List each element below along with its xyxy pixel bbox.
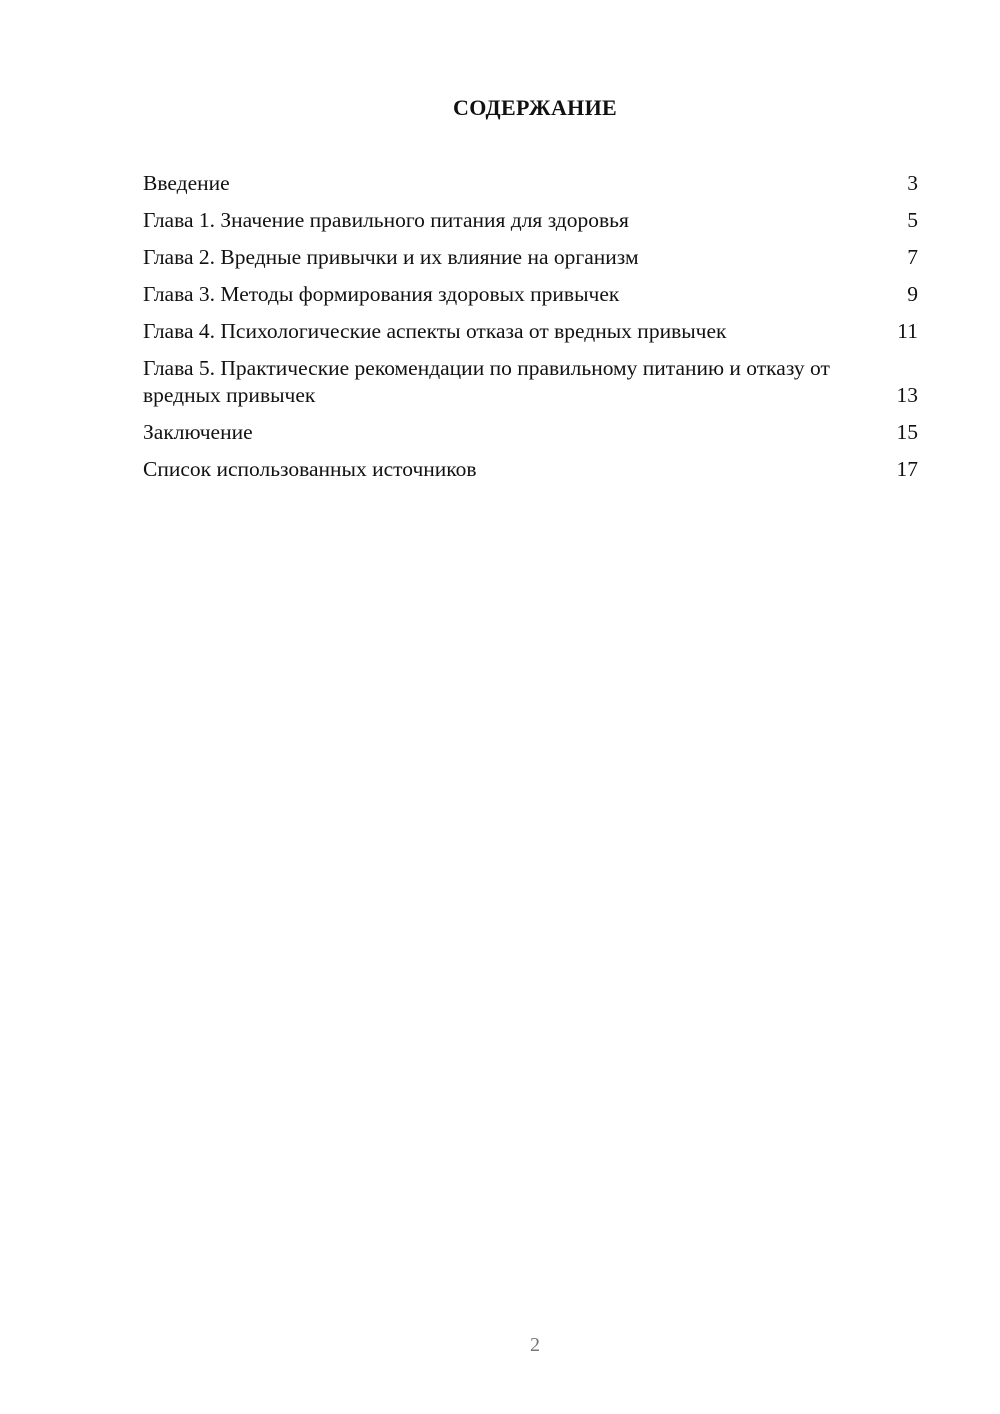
toc-entry-title: Глава 3. Методы формирования здоровых привычек [143, 282, 620, 306]
toc-entry-page: 17 [896, 457, 918, 481]
toc-entry-title: Список использованных источников [143, 457, 477, 481]
toc-entry[interactable] [143, 281, 918, 308]
toc-entry-title: Глава 4. Психологические аспекты отказа от вредных привычек [143, 319, 727, 343]
toc-entry-page: 13 [896, 383, 918, 407]
toc-entry-page: 7 [907, 245, 918, 269]
toc-entry[interactable] [143, 355, 918, 409]
toc-entry[interactable] [143, 318, 918, 345]
toc-entry-page: 5 [907, 208, 918, 232]
toc-entry-title: Заключение [143, 420, 253, 444]
table-of-contents [143, 170, 918, 493]
toc-entry-page: 3 [907, 171, 918, 195]
toc-entry-page: 9 [907, 282, 918, 306]
toc-entry-title: Глава 5. Практические рекомендации по правильному питанию и отказу от вредных привычек [143, 356, 830, 407]
toc-entry[interactable] [143, 207, 918, 234]
page-title: СОДЕРЖАНИЕ [453, 95, 617, 120]
toc-entry[interactable] [143, 170, 918, 197]
toc-entry-title: Глава 2. Вредные привычки и их влияние на организм [143, 245, 639, 269]
toc-entry[interactable] [143, 244, 918, 271]
toc-entry-title: Введение [143, 171, 230, 195]
page-number: 2 [530, 1334, 540, 1356]
toc-entry[interactable] [143, 419, 918, 446]
toc-entry-page: 11 [897, 319, 918, 343]
toc-entry[interactable] [143, 456, 918, 483]
toc-entry-page: 15 [896, 420, 918, 444]
toc-entry-title: Глава 1. Значение правильного питания для здоровья [143, 208, 629, 232]
